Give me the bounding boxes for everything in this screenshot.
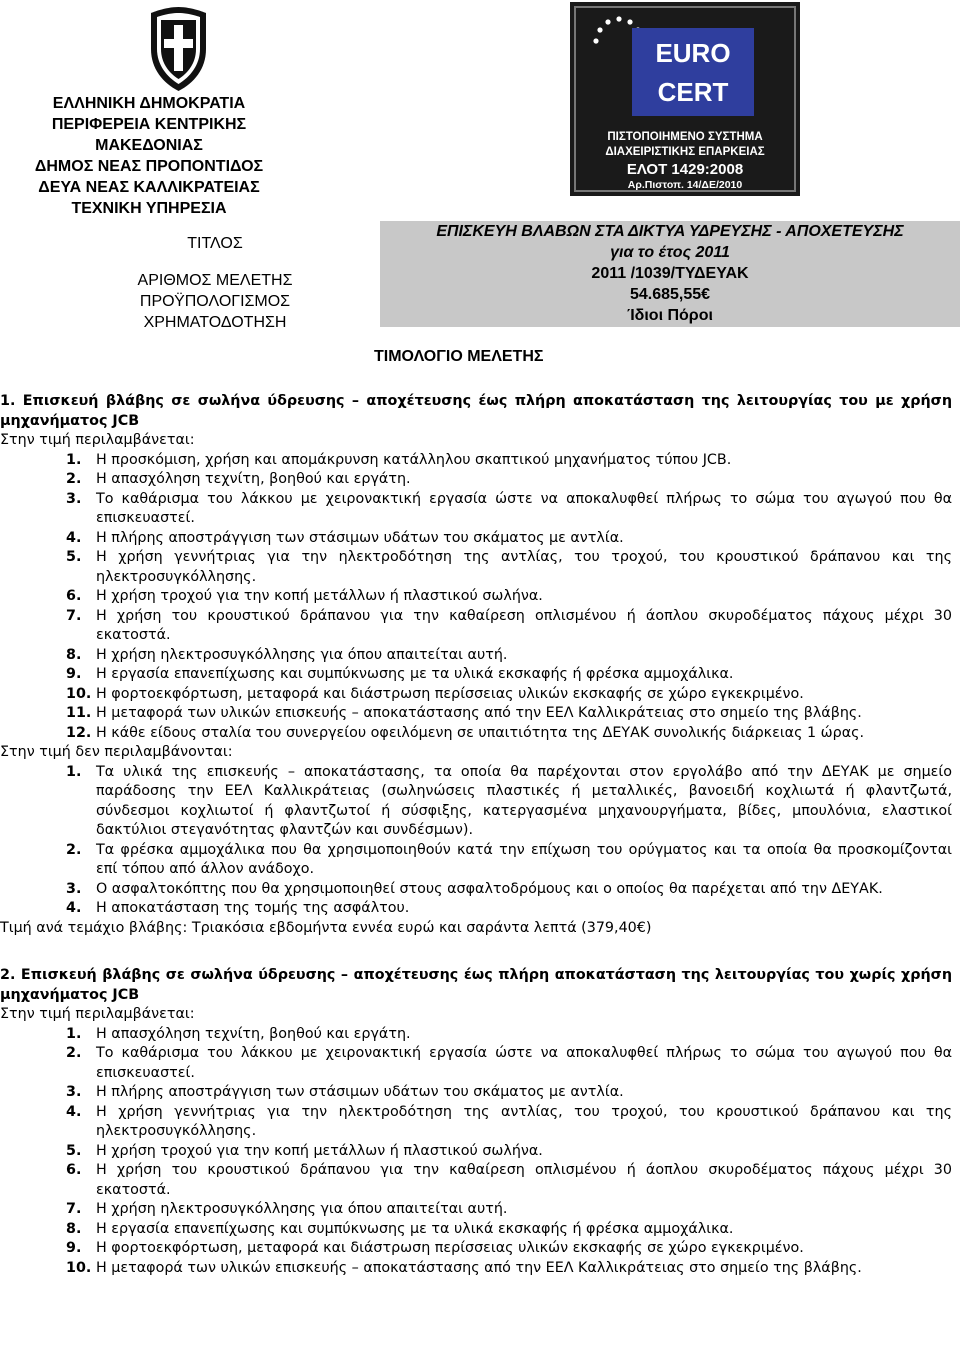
list-item: [0, 1220, 952, 1240]
project-number: 2011 /1039/ΤΥΔΕΥΑΚ: [591, 265, 749, 282]
cert-line-3: ΕΛΟΤ 1429:2008: [626, 161, 744, 178]
section-1-included-list: [0, 451, 952, 744]
list-item-number: 6.: [66, 588, 82, 604]
list-item-text: Η εργασία επανεπίχωσης και συμπύκνωσης με τα υλικά εκσκαφής ή φρέσκα αμμοχάλικα.: [96, 1220, 734, 1237]
list-item-text: Το καθάρισμα του λάκκου με χειρονακτική εργασία ώστε να αποκαλυφθεί πλήρως το σώμα του αγωγού που θα επισκευαστεί.: [96, 1045, 952, 1081]
project-info-box: [380, 221, 960, 327]
organization-header: [6, 93, 292, 219]
list-item: [0, 1044, 952, 1083]
list-item-number: 7.: [66, 607, 82, 624]
list-item-number: 2.: [66, 471, 82, 487]
list-item-text: Η απασχόληση τεχνίτη, βοηθού και εργάτη.: [96, 1025, 411, 1042]
list-item: [0, 607, 952, 646]
list-item: [0, 646, 952, 666]
section-2-included-label: Στην τιμή περιλαμβάνεται:: [0, 1006, 195, 1022]
list-item-number: 8.: [66, 1220, 82, 1237]
list-item-text: Η χρήση ηλεκτροσυγκόλλησης για όπου απαιτείται αυτή.: [96, 1201, 508, 1217]
list-item-number: 4.: [66, 900, 82, 916]
list-item: [0, 1025, 952, 1045]
list-item: [0, 587, 952, 607]
list-item-text: Η προσκόμιση, χρήση και απομάκρυνση κατάλληλου σκαπτικού μηχανήματος τύπου JCB.: [96, 451, 732, 468]
list-item-number: 1.: [66, 1025, 82, 1042]
list-item-number: 1.: [66, 763, 82, 780]
list-item-text: Τα υλικά της επισκευής – αποκατάστασης, τα οποία θα παρέχονται στον εργολάβο από την ΔΕΥΑΚ με σημείο παράδοσης την ΕΕΛ Καλλικράτειας (σωληνώσεις πλαστικές ή μεταλλικές, βανοειδή κοχλιωτά ή φλαντζωτά, σύνδεσμοι κοχλιωτοί ή φλαντζωτοί ή σύσφιξης, κατεργασμένα μηχανουργήματα, βίδες, μπουλόνια, ελαστικοί δακτύλιοι στεγανότητας φλαντζών και συνδέσμων).: [96, 763, 952, 838]
list-item-number: 4.: [66, 1103, 82, 1120]
project-title: ΕΠΙΣΚΕΥΗ ΒΛΑΒΩΝ ΣΤΑ ΔΙΚΤΥΑ ΥΔΡΕΥΣΗΣ - ΑΠΟΧΕΤΕΥΣΗΣ: [436, 223, 904, 240]
cert-brand-top: EURO: [655, 38, 731, 68]
list-item-number: 2.: [66, 1045, 82, 1061]
section-1-included-label: Στην τιμή περιλαμβάνεται:: [0, 432, 195, 448]
list-item-text: Η φορτοεκφόρτωση, μεταφορά και διάστρωση περίσσειας υλικών εκσκαφής σε χώρο εγκεκριμένο.: [96, 1240, 804, 1256]
label-title: ΤΙΤΛΟΣ: [187, 235, 243, 252]
list-item: [0, 1083, 952, 1103]
list-item-text: Η μεταφορά των υλικών επισκευής – αποκατάστασης από την ΕΕΛ Καλλικράτειας στο σημείο της βλάβης.: [96, 705, 862, 721]
cert-brand-bottom: CERT: [657, 77, 729, 107]
list-item-text: Το καθάρισμα του λάκκου με χειρονακτική εργασία ώστε να αποκαλυφθεί πλήρως το σώμα του αγωγού που θα επισκευαστεί.: [96, 490, 952, 526]
cert-line-2: ΔΙΑΧΕΙΡΙΣΤΙΚΗΣ ΕΠΑΡΚΕΙΑΣ: [605, 146, 765, 158]
list-item-text: Η αποκατάσταση της τομής της ασφάλτου.: [96, 900, 410, 916]
eurocert-certification-badge: [570, 2, 800, 196]
list-item-number: 1.: [66, 451, 82, 468]
list-item-text: Η χρήση τροχού για την κοπή μετάλλων ή πλαστικού σωλήνα.: [96, 588, 543, 604]
list-item-text: Η πλήρης αποστράγγιση των στάσιμων υδάτων του σκάματος με αντλία.: [96, 1084, 624, 1100]
org-line: ΔΕΥΑ ΝΕΑΣ ΚΑΛΛΙΚΡΑΤΕΙΑΣ: [38, 179, 260, 196]
list-item-number: 8.: [66, 646, 82, 663]
invoice-title: ΤΙΜΟΛΟΓΙΟ ΜΕΛΕΤΗΣ: [374, 348, 544, 365]
list-item-number: 5.: [66, 1142, 82, 1159]
list-item-number: 11.: [66, 705, 92, 721]
list-item-text: Η χρήση τροχού για την κοπή μετάλλων ή πλαστικού σωλήνα.: [96, 1142, 543, 1159]
list-item: [0, 724, 952, 744]
list-item: [0, 1161, 952, 1200]
project-budget: 54.685,55€: [629, 286, 711, 303]
list-item-text: Η χρήση γεννήτριας για την ηλεκτροδότηση της αντλίας, του τροχού, του κρουστικού δράπανου και της ηλεκτροσυγκόλλησης.: [96, 1103, 952, 1139]
list-item-number: 12.: [66, 724, 92, 741]
hellenic-emblem-icon: [143, 5, 214, 93]
section-2-title: 2. Επισκευή βλάβης σε σωλήνα ύδρευσης – αποχέτευσης έως πλήρη αποκατάσταση της λειτουργίας του χωρίς χρήση μηχανήματος JCB: [0, 967, 952, 1003]
list-item: [0, 1239, 952, 1259]
list-item: [0, 529, 952, 549]
section-1-excluded-label: Στην τιμή δεν περιλαμβάνονται:: [0, 744, 233, 760]
list-item: [0, 1142, 952, 1162]
list-item: [0, 763, 952, 841]
org-line: ΤΕΧΝΙΚΗ ΥΠΗΡΕΣΙΑ: [71, 200, 227, 217]
list-item-text: Η απασχόληση τεχνίτη, βοηθού και εργάτη.: [96, 471, 411, 487]
list-item-text: Η κάθε είδους σταλία του συνεργείου οφειλόμενη σε υπαιτιότητα της ΔΕΥΑΚ συνολικής διάρκειας 1 ώρας.: [96, 724, 865, 741]
list-item-text: Η χρήση του κρουστικού δράπανου για την καθαίρεση οπλισμένου ή άοπλου σκυροδέματος πάχους μέχρι 30 εκατοστά.: [96, 1162, 952, 1198]
list-item: [0, 665, 952, 685]
list-item-number: 3.: [66, 1084, 82, 1100]
cert-line-1: ΠΙΣΤΟΠΟΙΗΜΕΝΟ ΣΥΣΤΗΜΑ: [607, 131, 763, 143]
org-line: ΕΛΛΗΝΙΚΗ ΔΗΜΟΚΡΑΤΙΑ: [52, 95, 246, 112]
list-item-text: Τα φρέσκα αμμοχάλικα που θα χρησιμοποιηθούν κατά την επίχωση του ορύγματος και τα οποία θα προσκομίζονται επί τόπου από άλλον ανάδοχο.: [96, 841, 952, 877]
list-item: [0, 490, 952, 529]
list-item-number: 3.: [66, 880, 82, 897]
list-item-text: Η χρήση του κρουστικού δράπανου για την καθαίρεση οπλισμένου ή άοπλου σκυροδέματος πάχους μέχρι 30 εκατοστά.: [96, 607, 952, 643]
list-item-number: 9.: [66, 666, 82, 682]
list-item-text: Η φορτοεκφόρτωση, μεταφορά και διάστρωση περίσσειας υλικών εκσκαφής σε χώρο εγκεκριμένο.: [96, 685, 804, 702]
list-item-number: 10.: [66, 1259, 92, 1276]
list-item: [0, 899, 952, 919]
label-funding: ΧΡΗΜΑΤΟΔΟΤΗΣΗ: [143, 314, 287, 331]
list-item: [0, 451, 952, 471]
project-title-year: για το έτος 2011: [610, 244, 730, 261]
list-item-number: 4.: [66, 529, 82, 546]
document-body: [0, 392, 952, 1278]
project-info-labels: [110, 233, 320, 333]
org-line: ΠΕΡΙΦΕΡΕΙΑ ΚΕΝΤΡΙΚΗΣ ΜΑΚΕΔΟΝΙΑΣ: [51, 116, 247, 154]
list-item: [0, 1103, 952, 1142]
list-item-number: 2.: [66, 841, 82, 858]
list-item: [0, 880, 952, 900]
list-item-number: 7.: [66, 1201, 82, 1217]
section-1-excluded-list: [0, 763, 952, 919]
label-budget: ΠΡΟΫΠΟΛΟΓΙΣΜΟΣ: [139, 293, 291, 310]
list-item: [0, 1259, 952, 1279]
list-item: [0, 704, 952, 724]
list-item-text: Ο ασφαλτοκόπτης που θα χρησιμοποιηθεί στους ασφαλτοδρόμους και ο οποίος θα παρέχεται από την ΔΕΥΑΚ.: [96, 880, 883, 897]
list-item: [0, 470, 952, 490]
list-item: [0, 841, 952, 880]
list-item-number: 3.: [66, 490, 82, 507]
list-item-number: 9.: [66, 1240, 82, 1256]
cert-line-4: Αρ.Πιστοπ. 14/ΔΕ/2010: [627, 179, 743, 191]
list-item-text: Η πλήρης αποστράγγιση των στάσιμων υδάτων του σκάματος με αντλία.: [96, 529, 624, 546]
list-item-text: Η μεταφορά των υλικών επισκευής – αποκατάστασης από την ΕΕΛ Καλλικράτειας στο σημείο της βλάβης.: [96, 1259, 862, 1276]
org-line: ΔΗΜΟΣ ΝΕΑΣ ΠΡΟΠΟΝΤΙΔΟΣ: [34, 158, 264, 175]
section-1-unit-price: Τιμή ανά τεμάχιο βλάβης: Τριακόσια εβδομήντα εννέα ευρώ και σαράντα λεπτά (379,40€): [0, 919, 652, 936]
list-item: [0, 548, 952, 587]
list-item: [0, 685, 952, 705]
section-1-title: 1. Επισκευή βλάβης σε σωλήνα ύδρευσης – αποχέτευσης έως πλήρη αποκατάσταση της λειτουργίας του με χρήση μηχανήματος JCB: [0, 393, 952, 429]
project-funding: Ίδιοι Πόροι: [627, 307, 713, 324]
list-item-text: Η χρήση ηλεκτροσυγκόλλησης για όπου απαιτείται αυτή.: [96, 646, 508, 663]
list-item-number: 6.: [66, 1162, 82, 1178]
list-item-number: 5.: [66, 549, 82, 565]
label-study-number: ΑΡΙΘΜΟΣ ΜΕΛΕΤΗΣ: [137, 272, 293, 289]
list-item-text: Η εργασία επανεπίχωσης και συμπύκνωσης με τα υλικά εκσκαφής ή φρέσκα αμμοχάλικα.: [96, 666, 734, 682]
list-item: [0, 1200, 952, 1220]
list-item-text: Η χρήση γεννήτριας για την ηλεκτροδότηση της αντλίας, του τροχού, του κρουστικού δράπανου και της ηλεκτροσυγκόλλησης.: [96, 549, 952, 585]
section-2-included-list: [0, 1025, 952, 1279]
list-item-number: 10.: [66, 685, 92, 702]
